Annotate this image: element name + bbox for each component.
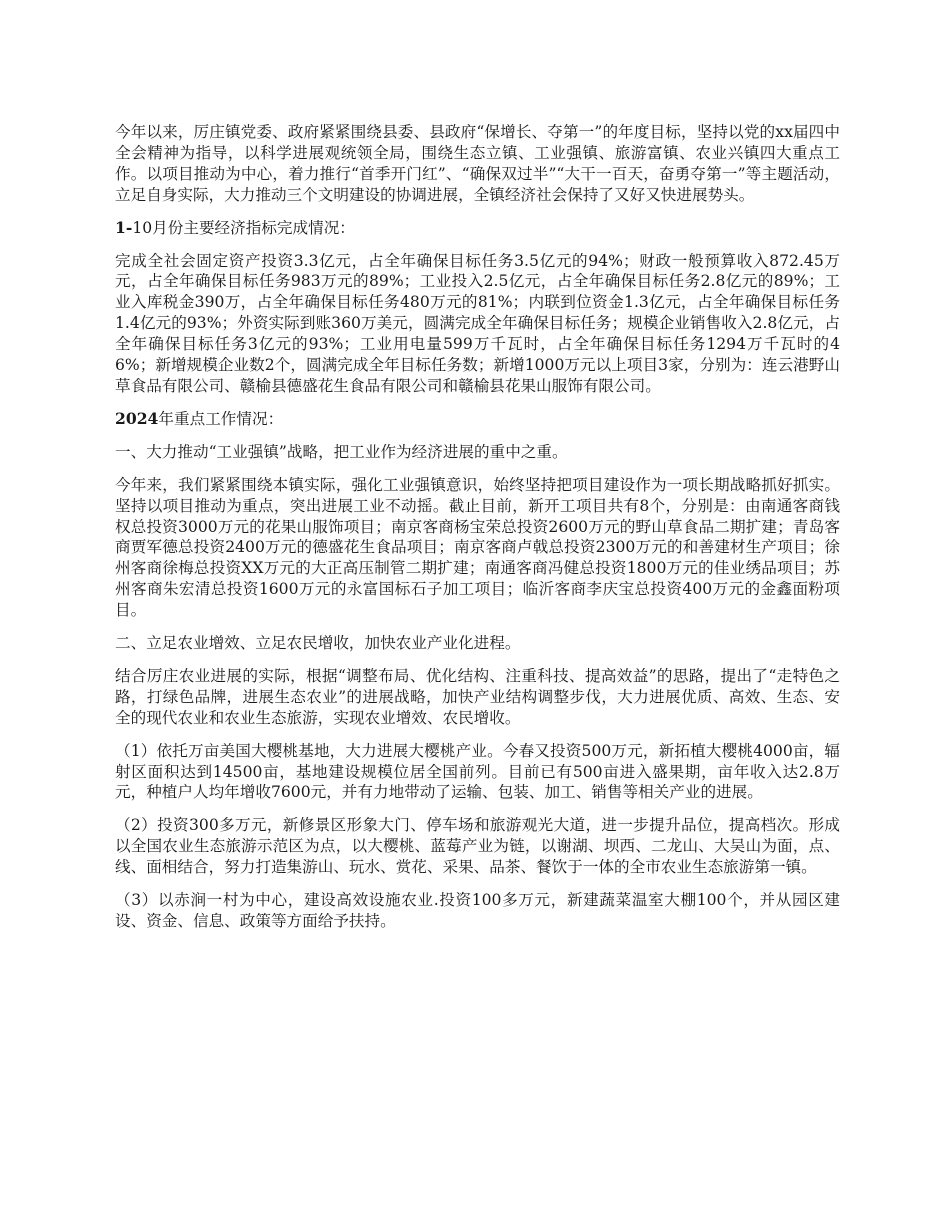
list-item-3: （3）以赤涧一村为中心，建设高效设施农业.投资100多万元，新建蔬菜温室大棚100个，并从园区建设、资金、信息、政策等方面给予扶持。 bbox=[115, 891, 840, 930]
list-item-1: （1）依托万亩美国大樱桃基地，大力进展大樱桃产业。今春又投资500万元，新拓植大樱桃4000亩，辐射区面积达到14500亩，基地建设规模位居全国前列。目前已有500亩进入盛果期，亩年收入达2.8万元，种植户人均年增收7600元，并有力地带动了运输、包装、加工、销售等相关产业的进展。 bbox=[115, 741, 840, 802]
key-work-heading-rest: 年重点工作情况： bbox=[158, 409, 284, 428]
section-1-title: 一、大力推动“工业强镇”战略，把工业作为经济进展的重中之重。 bbox=[115, 442, 568, 461]
indicators-heading bbox=[115, 218, 840, 239]
key-work-heading bbox=[115, 409, 840, 430]
section-1-paragraph: 今年来，我们紧紧围绕本镇实际，强化工业强镇意识，始终坚持把项目建设作为一项长期战略抓好抓实。坚持以项目推动为重点，突出进展工业不动摇。截止目前，新开工项目共有8个，分别是：由南通客商钱权总投资3000万元的花果山服饰项目；南京客商杨宝荣总投资2600万元的野山草食品二期扩建；青岛客商贾军德总投资2400万元的德盛花生食品项目；南京客商卢戟总投资2300万元的和善建材生产项目；徐州客商徐梅总投资XX万元的大正高压制管二期扩建；南通客商冯健总投资1800万元的佳业绣品项目；苏州客商朱宏清总投资1600万元的永富国标石子加工项目；临沂客商李庆宝总投资400万元的金鑫面粉项目。 bbox=[115, 475, 840, 620]
section-2-paragraph: 结合厉庄农业进展的实际，根据“调整布局、优化结构、注重科技、提高效益”的思路，提出了“走特色之路，打绿色品牌，进展生态农业”的进展战略，加快产业结构调整步伐，大力进展优质、高效、生态、安全的现代农业和农业生态旅游，实现农业增效、农民增收。 bbox=[115, 666, 840, 727]
document-body bbox=[115, 122, 840, 944]
indicators-heading-rest: 10月份主要经济指标完成情况： bbox=[132, 218, 355, 237]
section-2-title: 二、立足农业增效、立足农民增收，加快农业产业化进程。 bbox=[115, 634, 521, 653]
intro-paragraph: 今年以来，厉庄镇党委、政府紧紧围绕县委、县政府“保增长、夺第一”的年度目标，坚持以党的xx届四中全会精神为指导，以科学进展观统领全局，围绕生态立镇、工业强镇、旅游富镇、农业兴镇四大重点工作。以项目推动为中心，着力推行“首季开门红”、“确保双过半”“大干一百天，奋勇夺第一”等主题活动，立足自身实际，大力推动三个文明建设的协调进展，全镇经济社会保持了又好又快进展势头。 bbox=[115, 123, 840, 204]
indicators-heading-bold: 1- bbox=[115, 217, 133, 237]
indicators-paragraph: 完成全社会固定资产投资3.3亿元，占全年确保目标任务3.5亿元的94%；财政一般预算收入872.45万元，占全年确保目标任务983万元的89%；工业投入2.5亿元，占全年确保目标任务2.8亿元的89%；工业入库税金390万，占全年确保目标任务480万元的81%；内联到位资金1.3亿元，占全年确保目标任务1.4亿元的93%；外资实际到账360万美元，圆满完成全年确保目标任务；规模企业销售收入2.8亿元，占全年确保目标任务3亿元的93%；工业用电量599万千瓦时，占全年确保目标任务1294万千瓦时的46%；新增规模企业数2个，圆满完成全年目标任务数；新增1000万元以上项目3家，分别为：连云港野山草食品有限公司、赣榆县德盛花生食品有限公司和赣榆县花果山服饰有限公司。 bbox=[115, 251, 840, 395]
list-item-2: （2）投资300多万元，新修景区形象大门、停车场和旅游观光大道，进一步提升品位，提高档次。形成以全国农业生态旅游示范区为点，以大樱桃、蓝莓产业为链，以谢湖、坝西、二龙山、大吴山为面，点、线、面相结合，努力打造集游山、玩水、赏花、采果、品茶、餐饮于一体的全市农业生态旅游第一镇。 bbox=[115, 816, 840, 877]
key-work-heading-bold: 2024 bbox=[115, 408, 159, 428]
